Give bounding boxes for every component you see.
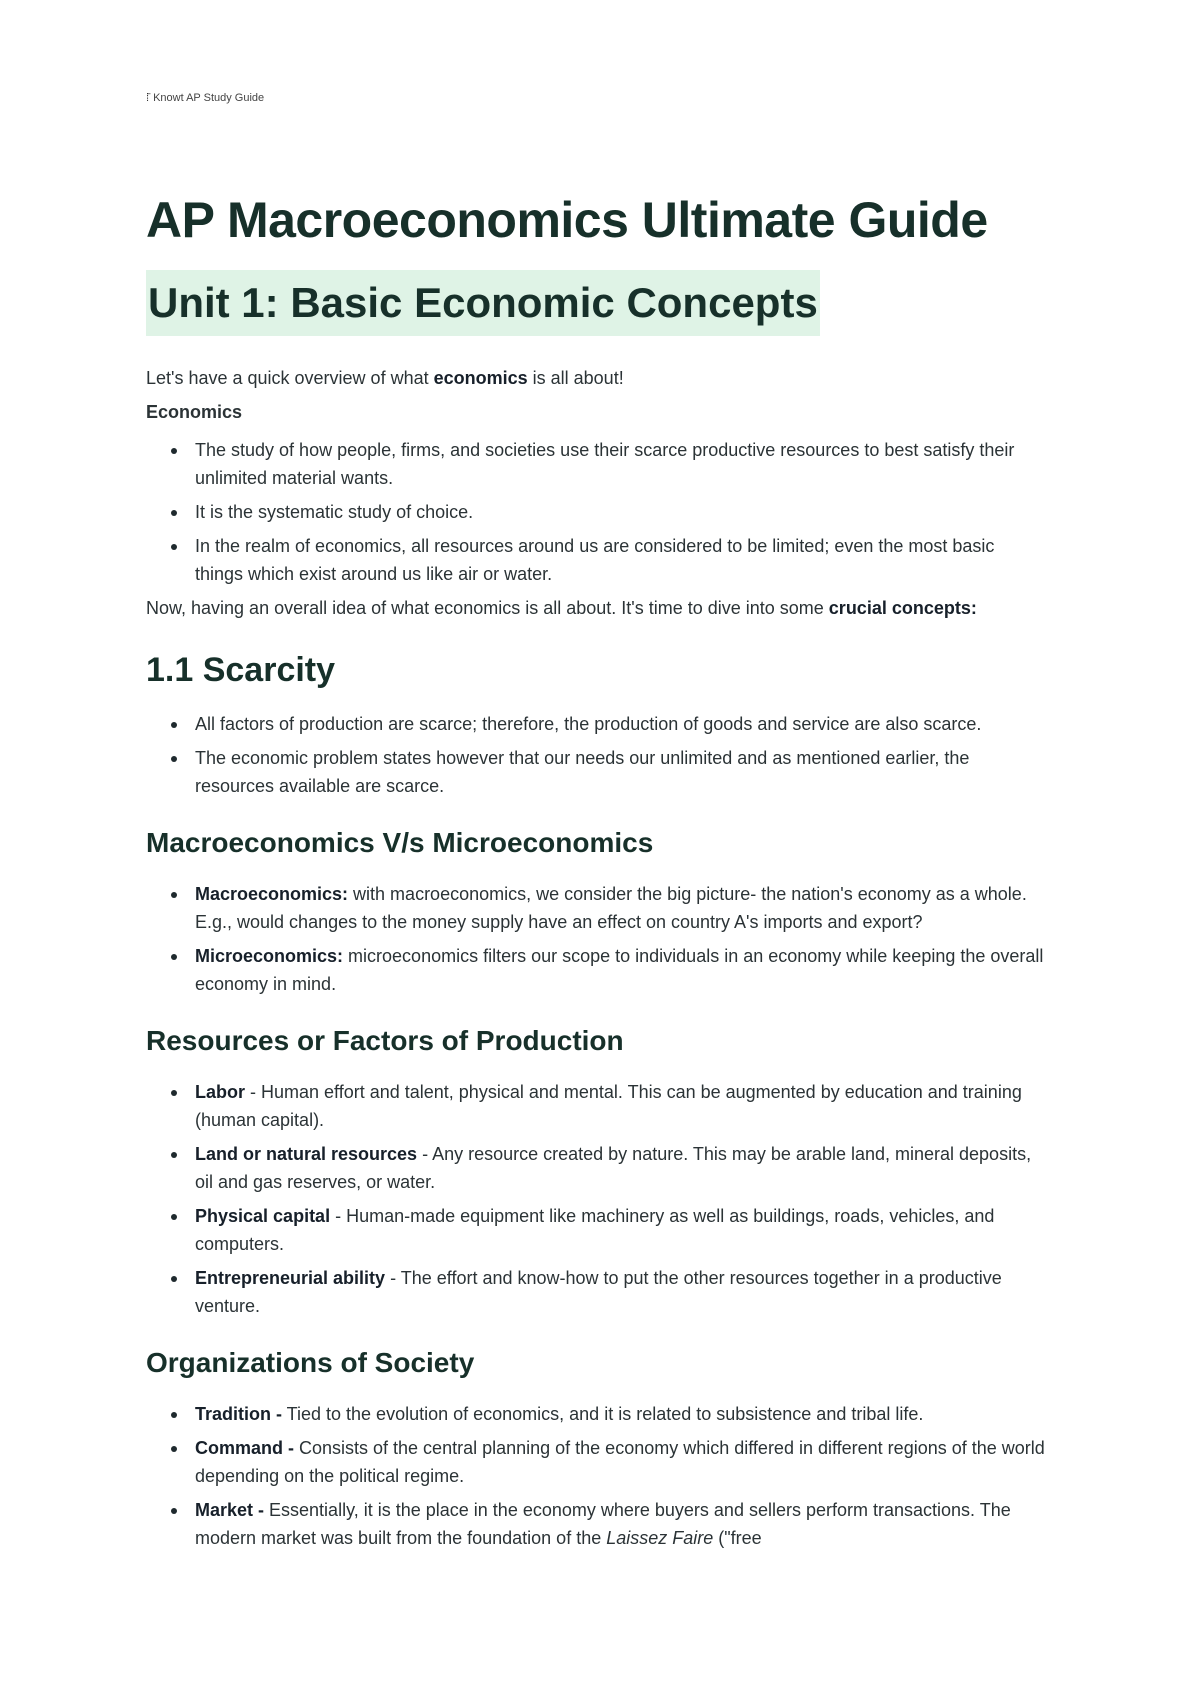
economics-list [146, 436, 1046, 588]
definition: with macroeconomics, we consider the big picture- the nation's economy as a whole. E.g., would changes to the money supply have an effect on country A's imports and export? [195, 884, 1027, 932]
list-item [195, 1140, 1046, 1196]
term: Microeconomics: [195, 946, 344, 966]
list-item [195, 1078, 1046, 1134]
list-item: The economic problem states however that our needs our unlimited and as mentioned earlier, the resources available are scarce. [195, 744, 1046, 800]
organizations-heading: Organizations of Society [146, 1347, 475, 1378]
list-item: It is the systematic study of choice. [195, 498, 1046, 526]
term: Tradition - [195, 1404, 282, 1424]
list-item: All factors of production are scarce; therefore, the production of goods and service are also scarce. [195, 710, 1046, 738]
economics-label: Economics [146, 402, 243, 422]
macro-micro-heading: Macroeconomics V/s Microeconomics [146, 827, 654, 858]
list-item [195, 880, 1046, 936]
list-item: The study of how people, firms, and societies use their scarce productive resources to best satisfy their unlimited material wants. [195, 436, 1046, 492]
intro-text: Let's have a quick overview of what [146, 368, 434, 388]
knowt-logo-icon: ⁞̄ [146, 92, 150, 104]
intro-text-end: is all about! [527, 368, 624, 388]
organizations-list [146, 1400, 1046, 1552]
intro-bold: economics [433, 368, 528, 388]
page-title: AP Macroeconomics Ultimate Guide [146, 192, 988, 248]
term: Market - [195, 1500, 265, 1520]
definition: microeconomics filters our scope to individuals in an economy while keeping the overall economy in mind. [195, 946, 1044, 994]
definition: - Any resource created by nature. This may be arable land, mineral deposits, oil and gas reserves, or water. [195, 1144, 1032, 1192]
definition: - The effort and know-how to put the other resources together in a productive venture. [195, 1268, 1002, 1316]
term: Physical capital [195, 1206, 331, 1226]
list-item [195, 1496, 1046, 1552]
list-item [195, 1400, 1046, 1428]
term: Command - [195, 1438, 294, 1458]
list-item [195, 942, 1046, 998]
definition: Tied to the evolution of economics, and it is related to subsistence and tribal life. [282, 1404, 924, 1424]
definition-tail: ("free [713, 1528, 762, 1548]
scarcity-list [146, 710, 1046, 800]
resources-heading: Resources or Factors of Production [146, 1025, 624, 1056]
resources-list [146, 1078, 1046, 1320]
document-content [146, 190, 1046, 1558]
definition: - Human effort and talent, physical and mental. This can be augmented by education and training (human capital). [195, 1082, 1022, 1130]
italic-term: Laissez Faire [606, 1528, 714, 1548]
transition-bold: crucial concepts: [828, 598, 977, 618]
transition-text: Now, having an overall idea of what economics is all about. It's time to dive into some [146, 598, 829, 618]
list-item [195, 1264, 1046, 1320]
page-header [146, 92, 264, 104]
header-text: Knowt AP Study Guide [153, 92, 265, 104]
list-item [195, 1202, 1046, 1258]
macro-micro-list [146, 880, 1046, 998]
term: Macroeconomics: [195, 884, 349, 904]
list-item [195, 1434, 1046, 1490]
term: Land or natural resources [195, 1144, 418, 1164]
scarcity-heading: 1.1 Scarcity [146, 651, 336, 689]
intro-paragraph [146, 364, 1046, 392]
definition: Consists of the central planning of the economy which differed in different regions of the world depending on the political regime. [195, 1438, 1045, 1486]
term: Labor [195, 1082, 246, 1102]
term: Entrepreneurial ability [195, 1268, 386, 1288]
definition: - Human-made equipment like machinery as well as buildings, roads, vehicles, and computers. [195, 1206, 995, 1254]
list-item: In the realm of economics, all resources around us are considered to be limited; even the most basic things which exist around us like air or water. [195, 532, 1046, 588]
definition: Essentially, it is the place in the economy where buyers and sellers perform transactions. The modern market was built from the foundation of the [195, 1500, 1011, 1548]
unit-heading: Unit 1: Basic Economic Concepts [146, 270, 820, 336]
transition-paragraph [146, 594, 1046, 622]
